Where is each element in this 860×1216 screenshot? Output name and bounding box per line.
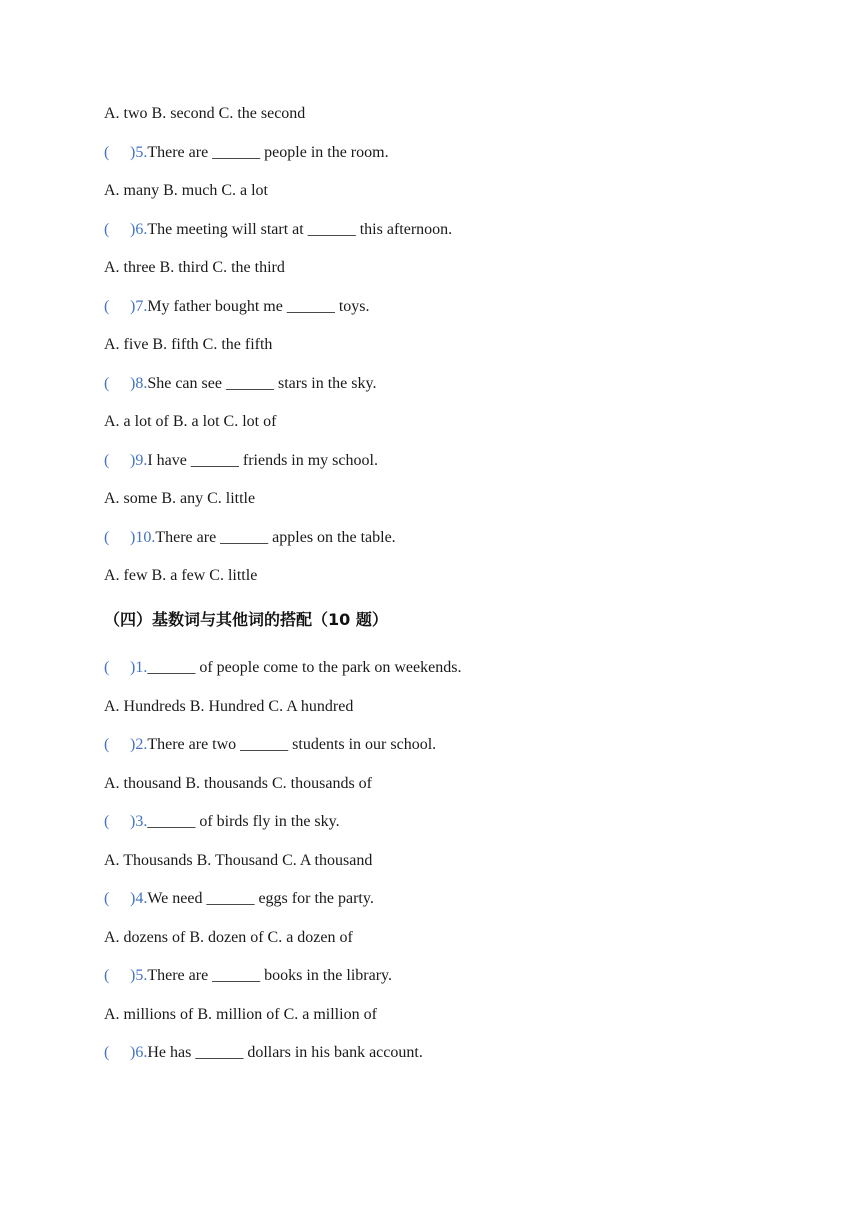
- question-number: )10.: [130, 528, 156, 546]
- question-text: He has ______ dollars in his bank account.: [147, 1044, 423, 1061]
- question-line: [104, 811, 804, 833]
- question-line: [104, 734, 804, 756]
- options-line: A. a lot of B. a lot C. lot of: [104, 413, 277, 430]
- options-line: A. thousand B. thousands C. thousands of: [104, 774, 372, 792]
- question-text: There are ______ apples on the table.: [155, 528, 396, 546]
- answer-blank-paren: (: [104, 659, 110, 676]
- options-line: A. five B. fifth C. the fifth: [104, 336, 273, 353]
- options-line: A. dozens of B. dozen of C. a dozen of: [104, 928, 353, 946]
- question-text: She can see ______ stars in the sky.: [147, 374, 377, 392]
- answer-blank-paren: (: [104, 813, 110, 830]
- answer-blank-paren: (: [104, 967, 110, 984]
- options-line: A. millions of B. million of C. a million of: [104, 1005, 377, 1023]
- question-line: [104, 296, 804, 318]
- question-text: The meeting will start at ______ this afternoon.: [147, 220, 453, 238]
- question-line: [104, 657, 804, 679]
- answer-blank-paren: (: [104, 374, 110, 392]
- question-text: I have ______ friends in my school.: [147, 451, 378, 469]
- question-number: )4.: [130, 890, 148, 907]
- question-line: [104, 450, 804, 472]
- question-number: )1.: [130, 659, 148, 676]
- answer-blank-paren: (: [104, 528, 110, 546]
- answer-blank-paren: (: [104, 297, 110, 315]
- options-line: A. Thousands B. Thousand C. A thousand: [104, 851, 373, 869]
- question-text: There are ______ people in the room.: [147, 143, 389, 161]
- answer-blank-paren: (: [104, 143, 110, 161]
- question-number: )9.: [130, 451, 148, 469]
- options-line: A. three B. third C. the third: [104, 259, 285, 276]
- answer-blank-paren: (: [104, 890, 110, 907]
- question-text: My father bought me ______ toys.: [147, 297, 370, 315]
- question-text: ______ of birds fly in the sky.: [147, 813, 340, 830]
- question-number: )3.: [130, 813, 148, 830]
- section-4-heading: （四）基数词与其他词的搭配（10 题）: [104, 610, 388, 629]
- answer-blank-paren: (: [104, 220, 110, 238]
- question-line: [104, 527, 804, 549]
- section-4-lines: [104, 657, 804, 1064]
- question-line: [104, 965, 804, 987]
- options-line: A. two B. second C. the second: [104, 105, 306, 122]
- question-number: )7.: [130, 297, 148, 315]
- options-line: A. few B. a few C. little: [104, 567, 258, 584]
- question-number: )6.: [130, 1044, 148, 1061]
- question-text: We need ______ eggs for the party.: [147, 890, 374, 907]
- question-number: )5.: [130, 967, 148, 984]
- options-line: A. many B. much C. a lot: [104, 182, 268, 199]
- answer-blank-paren: (: [104, 736, 110, 753]
- question-line: [104, 888, 804, 910]
- question-line: [104, 373, 804, 395]
- question-number: )6.: [130, 220, 148, 238]
- question-line: [104, 142, 804, 164]
- question-line: [104, 219, 804, 241]
- options-line: A. Hundreds B. Hundred C. A hundred: [104, 697, 354, 715]
- question-number: )2.: [130, 736, 148, 753]
- question-number: )8.: [130, 374, 148, 392]
- question-text: There are two ______ students in our school.: [147, 736, 437, 753]
- question-text: There are ______ books in the library.: [147, 967, 392, 984]
- answer-blank-paren: (: [104, 451, 110, 469]
- question-line: [104, 1042, 804, 1064]
- options-line: A. some B. any C. little: [104, 490, 256, 507]
- question-number: )5.: [130, 143, 148, 161]
- section-3-tail: [104, 103, 804, 587]
- document-content: [104, 103, 804, 1081]
- answer-blank-paren: (: [104, 1044, 110, 1061]
- question-text: ______ of people come to the park on weekends.: [147, 659, 462, 676]
